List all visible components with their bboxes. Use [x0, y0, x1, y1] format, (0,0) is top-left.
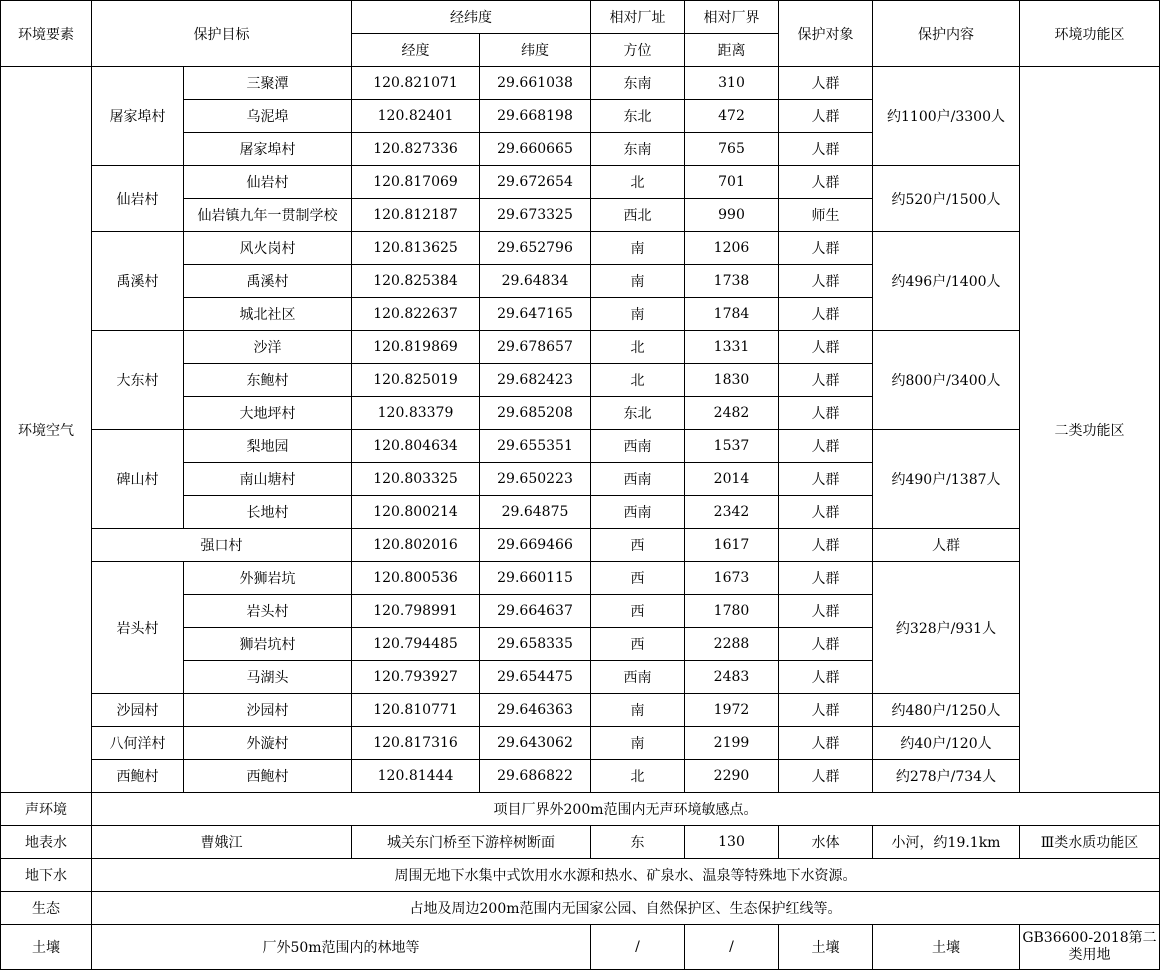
- direction-value: 东北: [591, 397, 685, 430]
- object-value: 人群: [779, 562, 873, 595]
- direction-value: 西: [591, 595, 685, 628]
- direction-value: 西: [591, 562, 685, 595]
- soil-target: 厂外50m范围内的林地等: [92, 925, 591, 970]
- longitude-value: 120.800214: [352, 496, 480, 529]
- distance-value: 2014: [685, 463, 779, 496]
- table-row: [1, 232, 1160, 265]
- soil-content: 土壤: [873, 925, 1020, 970]
- object-value: 人群: [779, 628, 873, 661]
- village-name: 西鲍村: [92, 760, 184, 793]
- village-name: 大东村: [92, 331, 184, 430]
- longitude-value: 120.827336: [352, 133, 480, 166]
- direction-value: 西: [591, 628, 685, 661]
- object-value: 人群: [779, 760, 873, 793]
- object-value: 人群: [779, 100, 873, 133]
- site-name: 东鲍村: [184, 364, 352, 397]
- header-target: 保护目标: [92, 1, 352, 67]
- site-name: 屠家埠村: [184, 133, 352, 166]
- object-value: 人群: [779, 331, 873, 364]
- header-element: 环境要素: [1, 1, 92, 67]
- air-zone: 二类功能区: [1020, 67, 1160, 793]
- distance-value: 1206: [685, 232, 779, 265]
- header-object: 保护对象: [779, 1, 873, 67]
- direction-value: 西南: [591, 463, 685, 496]
- table-row: [1, 562, 1160, 595]
- village-name: 沙园村: [92, 694, 184, 727]
- site-name: 马湖头: [184, 661, 352, 694]
- content-value: 约800户/3400人: [873, 331, 1020, 430]
- latitude-value: 29.64875: [480, 496, 591, 529]
- object-value: 人群: [779, 727, 873, 760]
- distance-value: 990: [685, 199, 779, 232]
- latitude-value: 29.685208: [480, 397, 591, 430]
- direction-value: 西: [591, 529, 685, 562]
- longitude-value: 120.81444: [352, 760, 480, 793]
- direction-value: 东南: [591, 67, 685, 100]
- direction-value: 南: [591, 232, 685, 265]
- table-row: [1, 67, 1160, 100]
- groundwater-text: 周围无地下水集中式饮用水水源和热水、矿泉水、温泉等特殊地下水资源。: [92, 859, 1160, 892]
- site-name: 城北社区: [184, 298, 352, 331]
- distance-value: 1784: [685, 298, 779, 331]
- direction-value: 东北: [591, 100, 685, 133]
- site-name: 强口村: [92, 529, 352, 562]
- header-content: 保护内容: [873, 1, 1020, 67]
- header-relative-boundary: 相对厂界: [685, 1, 779, 34]
- direction-value: 南: [591, 694, 685, 727]
- latitude-value: 29.655351: [480, 430, 591, 463]
- latitude-value: 29.664637: [480, 595, 591, 628]
- distance-value: 2342: [685, 496, 779, 529]
- longitude-value: 120.819869: [352, 331, 480, 364]
- surface-water-direction: 东: [591, 826, 685, 859]
- content-value: 约520户/1500人: [873, 166, 1020, 232]
- site-name: 梨地园: [184, 430, 352, 463]
- direction-value: 南: [591, 727, 685, 760]
- soil-object: 土壤: [779, 925, 873, 970]
- object-value: 人群: [779, 265, 873, 298]
- site-name: 岩头村: [184, 595, 352, 628]
- surface-water-distance: 130: [685, 826, 779, 859]
- longitude-value: 120.812187: [352, 199, 480, 232]
- object-value: 人群: [779, 694, 873, 727]
- village-name: 屠家埠村: [92, 67, 184, 166]
- distance-value: 1738: [685, 265, 779, 298]
- noise-text: 项目厂界外200m范围内无声环境敏感点。: [92, 793, 1160, 826]
- noise-element: 声环境: [1, 793, 92, 826]
- direction-value: 北: [591, 364, 685, 397]
- content-value: 约1100户/3300人: [873, 67, 1020, 166]
- latitude-value: 29.668198: [480, 100, 591, 133]
- site-name: 风火岗村: [184, 232, 352, 265]
- distance-value: 1830: [685, 364, 779, 397]
- direction-value: 南: [591, 298, 685, 331]
- longitude-value: 120.817069: [352, 166, 480, 199]
- table-row: [1, 529, 1160, 562]
- site-name: 三聚潭: [184, 67, 352, 100]
- longitude-value: 120.813625: [352, 232, 480, 265]
- object-value: 人群: [779, 529, 873, 562]
- surface-water-zone: Ⅲ类水质功能区: [1020, 826, 1160, 859]
- latitude-value: 29.647165: [480, 298, 591, 331]
- distance-value: 1331: [685, 331, 779, 364]
- distance-value: 1972: [685, 694, 779, 727]
- site-name: 仙岩镇九年一贯制学校: [184, 199, 352, 232]
- longitude-value: 120.821071: [352, 67, 480, 100]
- latitude-value: 29.652796: [480, 232, 591, 265]
- distance-value: 701: [685, 166, 779, 199]
- direction-value: 西南: [591, 496, 685, 529]
- distance-value: 2199: [685, 727, 779, 760]
- surface-water-content: 小河，约19.1km: [873, 826, 1020, 859]
- direction-value: 西南: [591, 430, 685, 463]
- object-value: 人群: [779, 661, 873, 694]
- air-element: 环境空气: [1, 67, 92, 793]
- object-value: 人群: [779, 463, 873, 496]
- latitude-value: 29.64834: [480, 265, 591, 298]
- longitude-value: 120.825384: [352, 265, 480, 298]
- direction-value: 南: [591, 265, 685, 298]
- latitude-value: 29.658335: [480, 628, 591, 661]
- longitude-value: 120.817316: [352, 727, 480, 760]
- latitude-value: 29.661038: [480, 67, 591, 100]
- object-value: 人群: [779, 496, 873, 529]
- village-name: 岩头村: [92, 562, 184, 694]
- distance-value: 1617: [685, 529, 779, 562]
- distance-value: 2482: [685, 397, 779, 430]
- distance-value: 1537: [685, 430, 779, 463]
- object-value: 人群: [779, 232, 873, 265]
- village-name: 八何洋村: [92, 727, 184, 760]
- object-value: 人群: [779, 595, 873, 628]
- header-longitude: 经度: [352, 34, 480, 67]
- object-value: 人群: [779, 166, 873, 199]
- soil-row: [1, 925, 1160, 970]
- surface-water-row: [1, 826, 1160, 859]
- site-name: 西鲍村: [184, 760, 352, 793]
- village-name: 碑山村: [92, 430, 184, 529]
- site-name: 禹溪村: [184, 265, 352, 298]
- site-name: 外漩村: [184, 727, 352, 760]
- object-value: 人群: [779, 430, 873, 463]
- direction-value: 西南: [591, 661, 685, 694]
- table-row: [1, 430, 1160, 463]
- soil-distance: /: [685, 925, 779, 970]
- content-value: 约496户/1400人: [873, 232, 1020, 331]
- latitude-value: 29.660665: [480, 133, 591, 166]
- object-value: 人群: [779, 67, 873, 100]
- site-name: 沙园村: [184, 694, 352, 727]
- site-name: 乌泥埠: [184, 100, 352, 133]
- latitude-value: 29.654475: [480, 661, 591, 694]
- table-row: [1, 166, 1160, 199]
- object-value: 人群: [779, 133, 873, 166]
- longitude-value: 120.822637: [352, 298, 480, 331]
- latitude-value: 29.682423: [480, 364, 591, 397]
- table-row: [1, 694, 1160, 727]
- object-value: 师生: [779, 199, 873, 232]
- longitude-value: 120.804634: [352, 430, 480, 463]
- content-value: 约480户/1250人: [873, 694, 1020, 727]
- distance-value: 765: [685, 133, 779, 166]
- longitude-value: 120.794485: [352, 628, 480, 661]
- header-latitude: 纬度: [480, 34, 591, 67]
- content-value: 人群: [873, 529, 1020, 562]
- surface-water-object: 水体: [779, 826, 873, 859]
- site-name: 南山塘村: [184, 463, 352, 496]
- direction-value: 东南: [591, 133, 685, 166]
- surface-water-section: 城关东门桥至下游梓树断面: [352, 826, 591, 859]
- village-name: 禹溪村: [92, 232, 184, 331]
- surface-water-element: 地表水: [1, 826, 92, 859]
- latitude-value: 29.650223: [480, 463, 591, 496]
- longitude-value: 120.803325: [352, 463, 480, 496]
- distance-value: 2483: [685, 661, 779, 694]
- content-value: 约490户/1387人: [873, 430, 1020, 529]
- soil-direction: /: [591, 925, 685, 970]
- soil-zone: GB36600-2018第二类用地: [1020, 925, 1160, 970]
- distance-value: 1780: [685, 595, 779, 628]
- longitude-value: 120.802016: [352, 529, 480, 562]
- object-value: 人群: [779, 298, 873, 331]
- ecology-element: 生态: [1, 892, 92, 925]
- object-value: 人群: [779, 397, 873, 430]
- longitude-value: 120.800536: [352, 562, 480, 595]
- content-value: 约328户/931人: [873, 562, 1020, 694]
- village-name: 仙岩村: [92, 166, 184, 232]
- latitude-value: 29.678657: [480, 331, 591, 364]
- surface-water-target: 曹娥江: [92, 826, 352, 859]
- site-name: 大地坪村: [184, 397, 352, 430]
- site-name: 外狮岩坑: [184, 562, 352, 595]
- latitude-value: 29.660115: [480, 562, 591, 595]
- direction-value: 北: [591, 760, 685, 793]
- latitude-value: 29.643062: [480, 727, 591, 760]
- distance-value: 472: [685, 100, 779, 133]
- header-row-1: [1, 1, 1160, 34]
- longitude-value: 120.793927: [352, 661, 480, 694]
- header-relative-site: 相对厂址: [591, 1, 685, 34]
- content-value: 约40户/120人: [873, 727, 1020, 760]
- ecology-row: [1, 892, 1160, 925]
- ecology-text: 占地及周边200m范围内无国家公园、自然保护区、生态保护红线等。: [92, 892, 1160, 925]
- site-name: 沙洋: [184, 331, 352, 364]
- latitude-value: 29.672654: [480, 166, 591, 199]
- noise-row: [1, 793, 1160, 826]
- direction-value: 北: [591, 166, 685, 199]
- latitude-value: 29.686822: [480, 760, 591, 793]
- site-name: 仙岩村: [184, 166, 352, 199]
- direction-value: 北: [591, 331, 685, 364]
- table-row: [1, 331, 1160, 364]
- longitude-value: 120.825019: [352, 364, 480, 397]
- longitude-value: 120.810771: [352, 694, 480, 727]
- groundwater-element: 地下水: [1, 859, 92, 892]
- latitude-value: 29.646363: [480, 694, 591, 727]
- distance-value: 2290: [685, 760, 779, 793]
- distance-value: 2288: [685, 628, 779, 661]
- longitude-value: 120.798991: [352, 595, 480, 628]
- longitude-value: 120.82401: [352, 100, 480, 133]
- table-row: [1, 760, 1160, 793]
- header-zone: 环境功能区: [1020, 1, 1160, 67]
- latitude-value: 29.673325: [480, 199, 591, 232]
- latitude-value: 29.669466: [480, 529, 591, 562]
- distance-value: 310: [685, 67, 779, 100]
- object-value: 人群: [779, 364, 873, 397]
- longitude-value: 120.83379: [352, 397, 480, 430]
- content-value: 约278户/734人: [873, 760, 1020, 793]
- distance-value: 1673: [685, 562, 779, 595]
- header-direction: 方位: [591, 34, 685, 67]
- header-distance: 距离: [685, 34, 779, 67]
- groundwater-row: [1, 859, 1160, 892]
- table-row: [1, 727, 1160, 760]
- header-coords: 经纬度: [352, 1, 591, 34]
- site-name: 狮岩坑村: [184, 628, 352, 661]
- site-name: 长地村: [184, 496, 352, 529]
- soil-element: 土壤: [1, 925, 92, 970]
- direction-value: 西北: [591, 199, 685, 232]
